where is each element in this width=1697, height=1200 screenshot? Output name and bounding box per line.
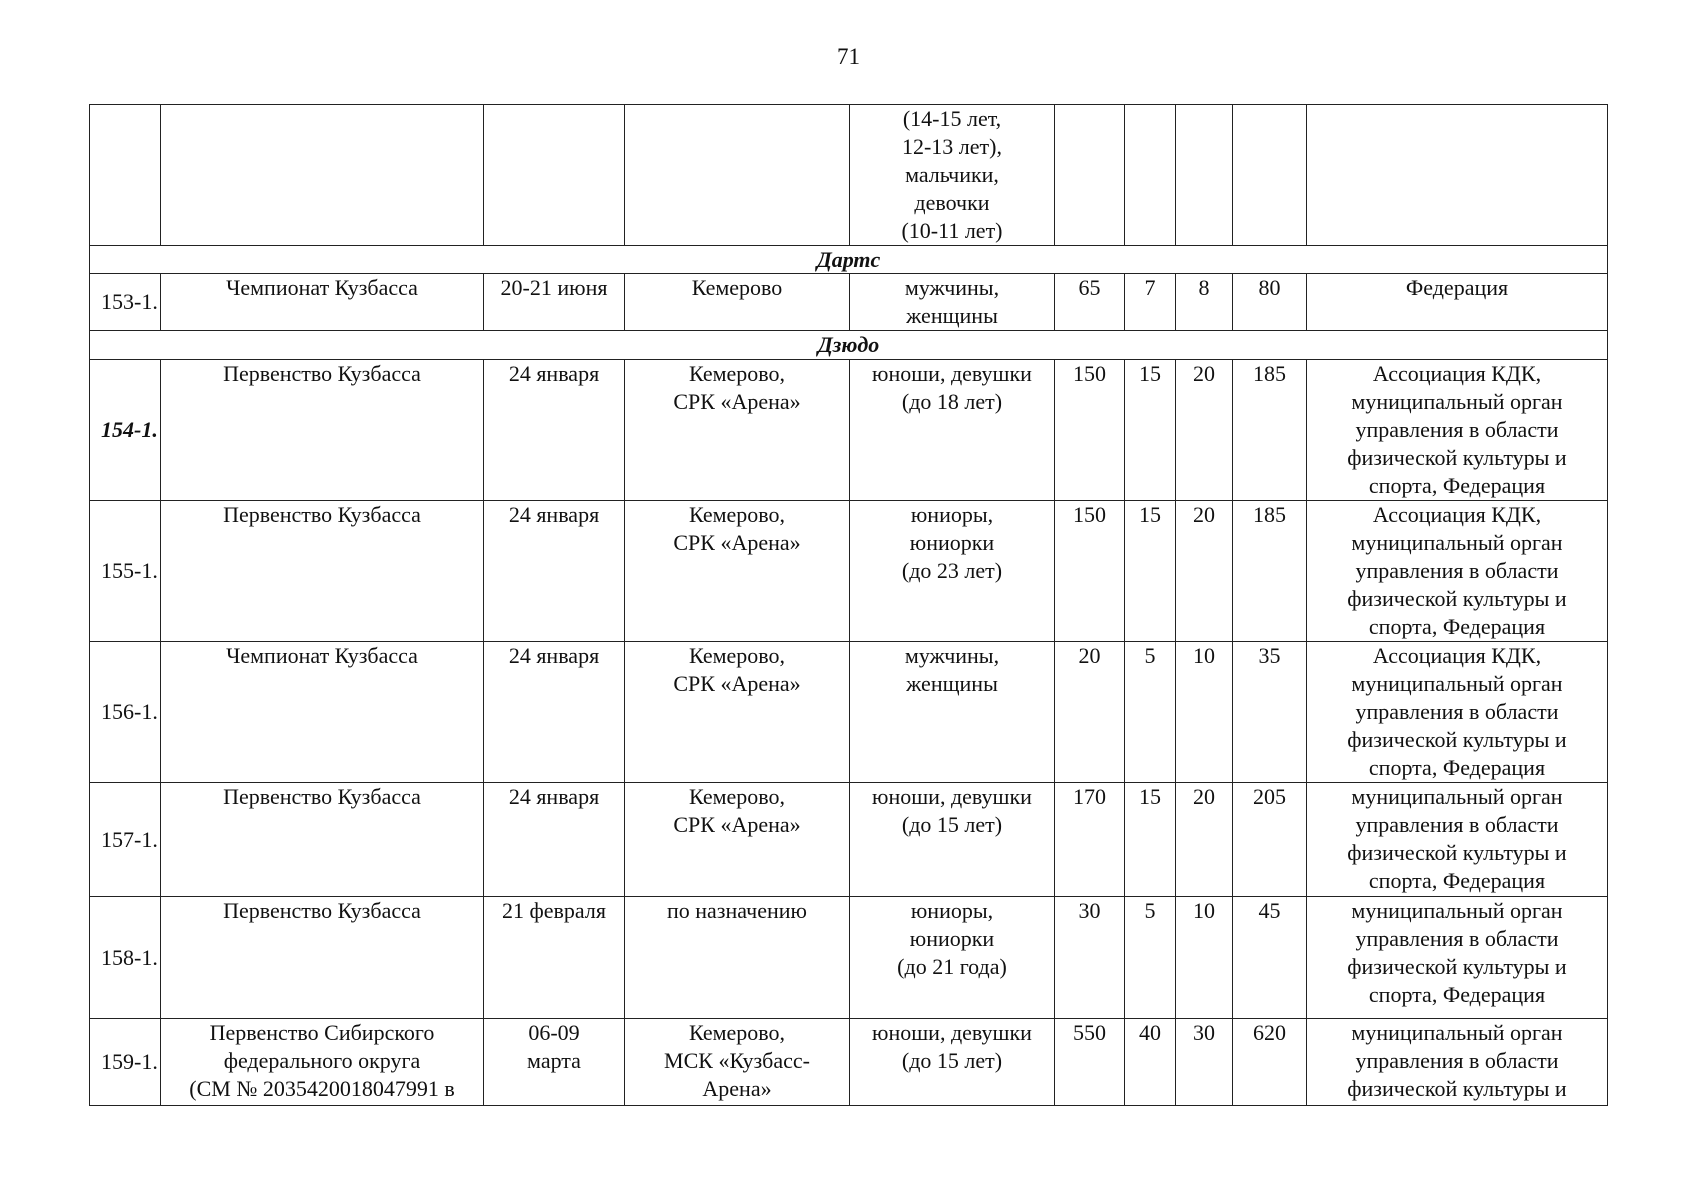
section-header-row [90,246,1608,274]
organizer-line: физической культуры и [1347,445,1567,470]
place-line: Кемерово, [688,502,786,527]
organizer-line: управления в области [1355,558,1559,583]
event-name-line: (СМ № 2035420018047991 в [189,1076,455,1101]
place-line: Арена» [702,1076,772,1101]
page-number: 71 [837,44,860,69]
athletes-count: 30 [1055,897,1125,1019]
athletes-count: 65 [1055,274,1125,331]
place-cell [625,1019,850,1106]
coaches-count: 5 [1125,642,1176,783]
participants-cell [850,501,1055,642]
coaches-count: 5 [1125,897,1176,1019]
date-cell [484,274,625,331]
coaches-count: 40 [1125,1019,1176,1106]
judges-count: 20 [1176,360,1233,501]
place-line: Кемерово, [688,643,786,668]
participants-line: (до 21 года) [897,954,1007,979]
date-cell [484,642,625,783]
organizer-line: управления в области [1355,417,1559,442]
athletes-count: 150 [1055,501,1125,642]
participants-line: юниоры, [910,502,994,527]
total-count: 185 [1233,501,1307,642]
place-line: МСК «Кузбасс- [664,1048,810,1073]
table-row [90,501,1608,642]
judges-count: 8 [1176,274,1233,331]
date-line: 21 февраля [502,898,606,923]
event-cell [161,274,484,331]
table-row [90,360,1608,501]
organizer-line: Ассоциация КДК, [1372,502,1542,527]
place-line: по назначению [667,898,807,923]
organizer-cell [1307,360,1608,501]
table-row [90,274,1608,331]
event-name-line: Первенство Кузбасса [223,502,421,527]
organizer-line: физической культуры и [1347,586,1567,611]
participants-line: (до 15 лет) [901,812,1003,837]
place-line: СРК «Арена» [673,389,801,414]
section-title: Дартс [90,246,1608,274]
row-number: 153-1. [90,274,161,331]
organizer-line: управления в области [1355,812,1559,837]
organizer-line: спорта, Федерация [1368,982,1546,1007]
organizer-line: Ассоциация КДК, [1372,361,1542,386]
participants-cell [850,783,1055,897]
table-row [90,642,1608,783]
organizer-line: муниципальный орган [1351,1020,1563,1045]
participants-line: юниоры, [910,898,994,923]
coaches-count: 15 [1125,501,1176,642]
participants-cell [850,105,1055,246]
organizer-line: муниципальный орган [1351,784,1563,809]
total-count: 35 [1233,642,1307,783]
number-cell [90,105,161,246]
participants-line: юниорки [909,530,995,555]
table-row [90,897,1608,1019]
event-cell [161,360,484,501]
total-count: 185 [1233,360,1307,501]
organizer-cell [1307,274,1608,331]
judges-count: 20 [1176,501,1233,642]
event-cell [161,1019,484,1106]
date-cell [484,1019,625,1106]
organizer-cell [1307,897,1608,1019]
event-cell [161,783,484,897]
place-cell [625,501,850,642]
row-number: 156-1. [90,642,161,783]
continuation-row [90,105,1608,246]
organizer-cell [1307,783,1608,897]
table-row [90,783,1608,897]
organizer-line: муниципальный орган [1351,898,1563,923]
organizer-line: управления в области [1355,926,1559,951]
date-cell [484,897,625,1019]
date-cell [484,501,625,642]
total-count: 80 [1233,274,1307,331]
place-cell [625,783,850,897]
event-name-line: Первенство Кузбасса [223,784,421,809]
place-line: СРК «Арена» [673,530,801,555]
participants-line: (до 18 лет) [901,389,1003,414]
judges-count: 30 [1176,1019,1233,1106]
participants-line: юноши, девушки [872,1020,1032,1045]
event-cell [161,501,484,642]
place-cell [625,274,850,331]
participants-line: мальчики, [905,162,999,187]
event-cell [161,897,484,1019]
coaches-count: 15 [1125,783,1176,897]
organizer-line: управления в области [1355,699,1559,724]
participants-line: женщины [906,671,998,696]
participants-line: (до 23 лет) [901,558,1003,583]
place-cell [625,360,850,501]
organizer-cell [1307,642,1608,783]
organizer-line: спорта, Федерация [1368,473,1546,498]
organizer-cell [1307,1019,1608,1106]
organizer-line: физической культуры и [1347,954,1567,979]
date-line: 24 января [508,643,600,668]
participants-cell [850,360,1055,501]
total-count: 45 [1233,897,1307,1019]
row-number: 157-1. [90,783,161,897]
participants-cell [850,897,1055,1019]
place-line: Кемерово, [688,784,786,809]
date-line: 24 января [508,361,600,386]
judges-count: 10 [1176,642,1233,783]
participants-line: юниорки [909,926,995,951]
athletes-count: 550 [1055,1019,1125,1106]
athletes-count: 20 [1055,642,1125,783]
row-number: 158-1. [90,897,161,1019]
total-count: 620 [1233,1019,1307,1106]
judges-count: 10 [1176,897,1233,1019]
participants-line: женщины [906,303,998,328]
place-line: СРК «Арена» [673,671,801,696]
organizer-line: спорта, Федерация [1368,755,1546,780]
row-number: 159-1. [90,1019,161,1106]
date-line: марта [527,1048,581,1073]
section-header-row [90,331,1608,360]
participants-line: юноши, девушки [872,361,1032,386]
date-cell [484,360,625,501]
organizer-cell [1307,501,1608,642]
place-line: Кемерово, [688,361,786,386]
organizer-line: муниципальный орган [1351,389,1563,414]
date-line: 20-21 июня [500,275,608,300]
participants-line: (14-15 лет, [902,106,1002,131]
organizer-line: физической культуры и [1347,727,1567,752]
place-line: Кемерово [691,275,783,300]
organizer-line: физической культуры и [1347,1076,1567,1101]
event-name-line: Первенство Сибирского [209,1020,435,1045]
total-count: 205 [1233,783,1307,897]
date-cell [484,783,625,897]
coaches-count: 7 [1125,274,1176,331]
place-cell [625,897,850,1019]
date-line: 06-09 [528,1020,580,1045]
organizer-line: спорта, Федерация [1368,614,1546,639]
organizer-cell [1307,105,1608,246]
table-row [90,1019,1608,1106]
participants-line: мужчины, [904,643,1000,668]
total-cell [1233,105,1307,246]
event-name-line: Первенство Кузбасса [223,361,421,386]
row-number: 154-1. [90,360,161,501]
participants-line: 12-13 лет), [901,134,1002,159]
organizer-line: физической культуры и [1347,840,1567,865]
coaches-cell [1125,105,1176,246]
date-cell [484,105,625,246]
table-body [90,105,1608,1106]
participants-line: юноши, девушки [872,784,1032,809]
athletes-cell [1055,105,1125,246]
participants-line: мужчины, [904,275,1000,300]
participants-cell [850,274,1055,331]
event-name-line: федерального округа [223,1048,421,1073]
event-cell [161,642,484,783]
organizer-line: Федерация [1405,275,1509,300]
event-name-line: Первенство Кузбасса [223,898,421,923]
participants-line: девочки [914,190,990,215]
organizer-line: Ассоциация КДК, [1372,643,1542,668]
participants-line: (до 15 лет) [901,1048,1003,1073]
organizer-line: муниципальный орган [1351,671,1563,696]
event-cell [161,105,484,246]
place-line: Кемерово, [688,1020,786,1045]
participants-line: (10-11 лет) [901,218,1003,243]
place-cell [625,105,850,246]
event-name-line: Чемпионат Кузбасса [226,643,418,668]
participants-cell [850,642,1055,783]
organizer-line: спорта, Федерация [1368,868,1546,893]
place-line: СРК «Арена» [673,812,801,837]
place-cell [625,642,850,783]
athletes-count: 150 [1055,360,1125,501]
athletes-count: 170 [1055,783,1125,897]
organizer-line: муниципальный орган [1351,530,1563,555]
coaches-count: 15 [1125,360,1176,501]
date-line: 24 января [508,784,600,809]
row-number: 155-1. [90,501,161,642]
judges-cell [1176,105,1233,246]
judges-count: 20 [1176,783,1233,897]
date-line: 24 января [508,502,600,527]
participants-cell [850,1019,1055,1106]
organizer-line: управления в области [1355,1048,1559,1073]
section-title: Дзюдо [90,331,1608,360]
event-name-line: Чемпионат Кузбасса [226,275,418,300]
events-table [89,104,1608,1106]
